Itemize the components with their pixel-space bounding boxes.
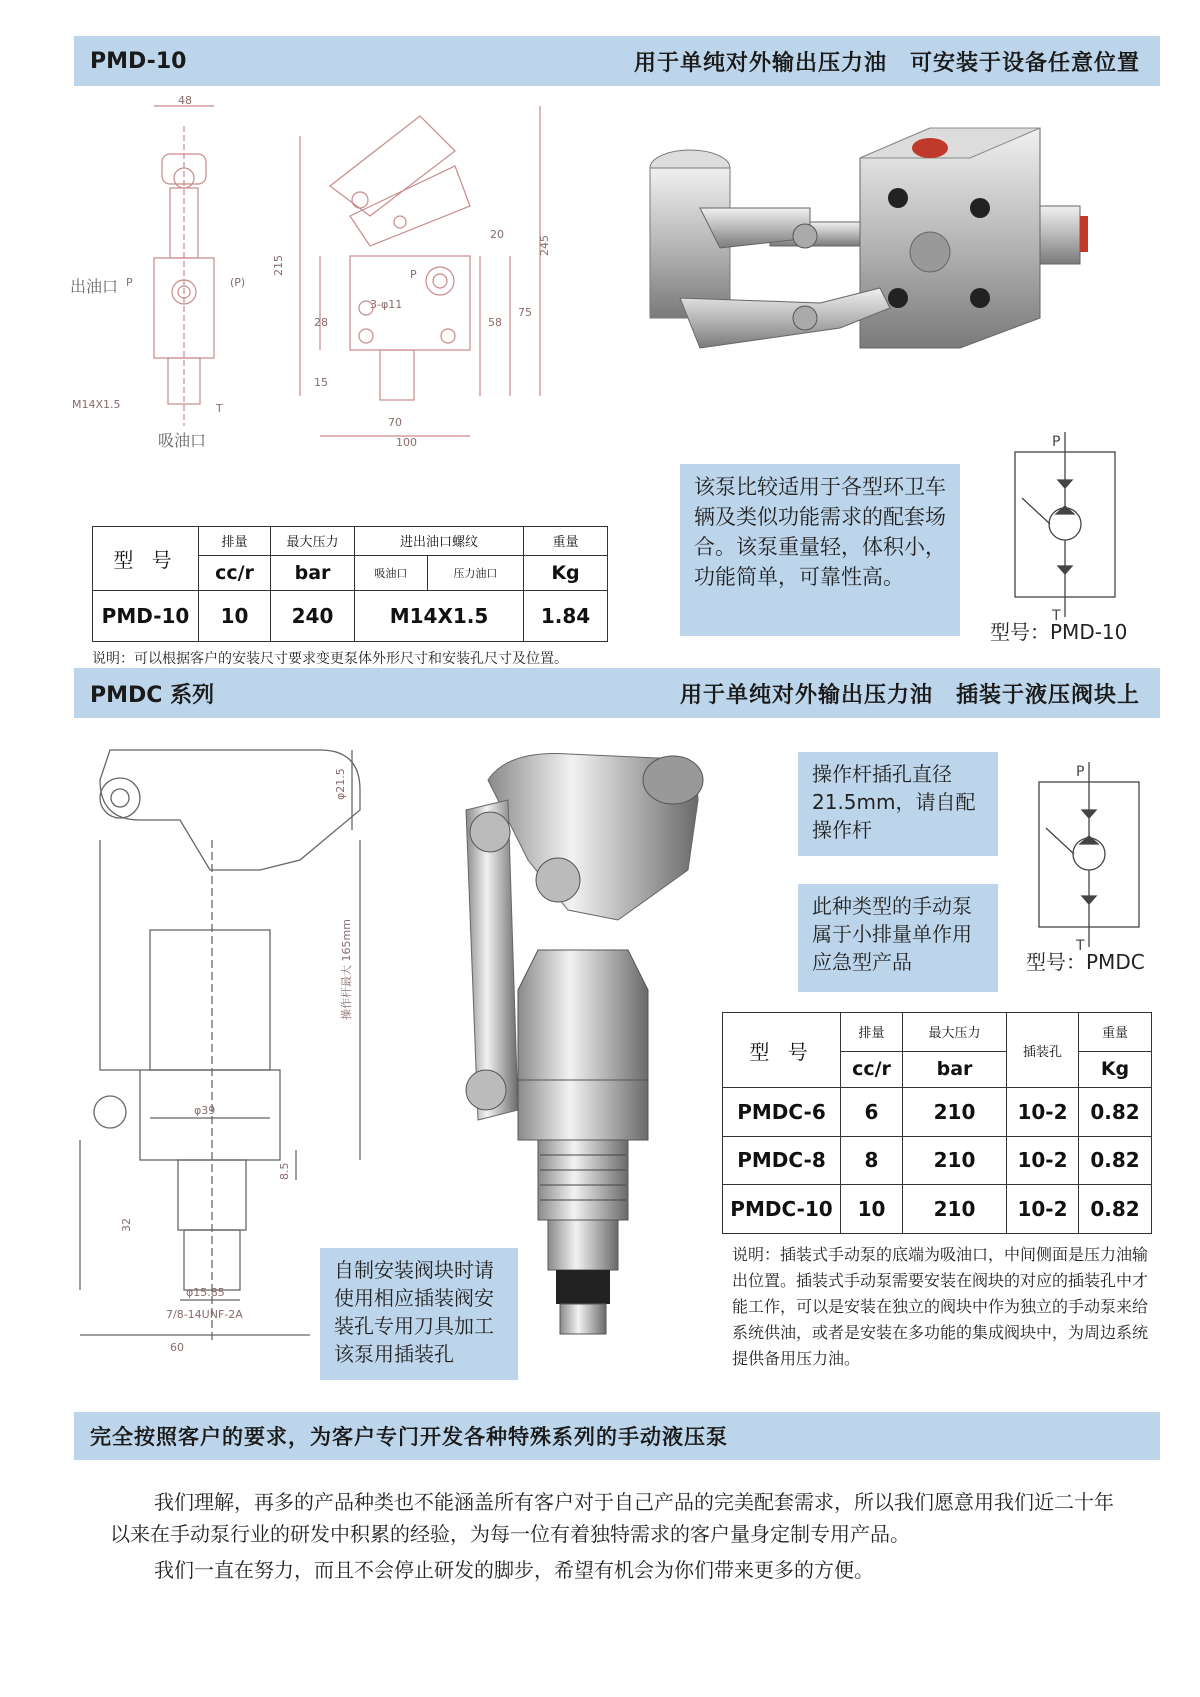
unit-disp: cc/r xyxy=(841,1051,903,1087)
cell-weight: 0.82 xyxy=(1079,1088,1152,1137)
svg-text:15: 15 xyxy=(314,376,328,389)
cell-weight: 1.84 xyxy=(524,590,608,641)
svg-text:60: 60 xyxy=(170,1341,184,1354)
cell-hole: 10-2 xyxy=(1007,1185,1079,1234)
svg-text:58: 58 xyxy=(488,316,502,329)
section-slogan: 用于单纯对外输出压力油 可安装于设备任意位置 xyxy=(633,50,1140,76)
table-row xyxy=(723,1136,1152,1185)
pmdc-type-note-box: 此种类型的手动泵属于小排量单作用应急型产品 xyxy=(798,884,998,992)
svg-text:20: 20 xyxy=(490,228,504,241)
pmdc-note: 说明：插装式手动泵的底端为吸油口，中间侧面是压力油输出位置。插装式手动泵需要安装在阀块的对应的插装孔中才能工作，可以是安装在独立的阀块中作为独立的手动泵来给系统供油，或者是安装在多功能的集成阀块中，为周边系统提供备用压力油。 xyxy=(732,1245,1149,1368)
cell-model: PMDC-10 xyxy=(723,1185,841,1234)
cell-pressure: 210 xyxy=(903,1136,1007,1185)
section-header-pmdc xyxy=(74,668,1160,718)
svg-text:P: P xyxy=(410,268,417,281)
cell-pressure: 210 xyxy=(903,1185,1007,1234)
pmd10-product-photo xyxy=(640,118,1140,408)
pmdc-block-note-box: 自制安装阀块时请使用相应插装阀安装孔专用刀具加工该泵用插装孔 xyxy=(320,1248,518,1380)
cell-thread: M14X1.5 xyxy=(355,590,524,641)
svg-text:φ15.85: φ15.85 xyxy=(186,1286,225,1299)
svg-text:75: 75 xyxy=(518,306,532,319)
svg-text:100: 100 xyxy=(396,436,417,449)
pmdc-symbol-caption: 型号：PMDC xyxy=(1026,950,1145,974)
pmd10-note: 说明：可以根据客户的安装尺寸要求变更泵体外形尺寸和安装孔尺寸及位置。 xyxy=(92,651,568,667)
cell-model: PMDC-8 xyxy=(723,1136,841,1185)
col-weight-header: 重量 xyxy=(524,527,608,556)
svg-text:吸油口: 吸油口 xyxy=(158,431,207,450)
pmd10-technical-drawing xyxy=(70,96,610,496)
symbol-t-label: T xyxy=(1052,608,1061,622)
symbol-p-label: P xyxy=(1052,434,1061,450)
svg-text:7/8-14UNF-2A: 7/8-14UNF-2A xyxy=(166,1308,243,1321)
pmd10-description-box: 该泵比较适用于各型环卫车辆及类似功能需求的配套场合。该泵重量轻，体积小，功能简单，可靠性高。 xyxy=(680,464,960,636)
col-hole-header: 插装孔 xyxy=(1007,1013,1079,1088)
symbol-p-label: P xyxy=(1076,764,1085,780)
section-slogan: 用于单纯对外输出压力油 插装于液压阀块上 xyxy=(679,682,1140,708)
svg-text:215: 215 xyxy=(272,255,285,276)
cell-weight: 0.82 xyxy=(1079,1136,1152,1185)
svg-text:操作杆最大 165mm: 操作杆最大 165mm xyxy=(340,919,353,1020)
section-code: PMD-10 xyxy=(90,48,187,74)
table-row xyxy=(723,1185,1152,1234)
pmd10-spec-table xyxy=(92,526,608,642)
svg-text:70: 70 xyxy=(388,416,402,429)
section-slogan: 完全按照客户的要求，为客户专门开发各种特殊系列的手动液压泵 xyxy=(90,1425,728,1449)
svg-text:P: P xyxy=(126,276,133,289)
pmdc-hydraulic-symbol xyxy=(1024,762,1154,952)
unit-weight: Kg xyxy=(1079,1051,1152,1087)
col-pressure-header: 最大压力 xyxy=(903,1013,1007,1052)
cell-disp: 10 xyxy=(199,590,271,641)
svg-text:φ39: φ39 xyxy=(194,1104,216,1117)
cell-weight: 0.82 xyxy=(1079,1185,1152,1234)
svg-text:T: T xyxy=(216,402,223,415)
sub-pressure-port: 压力油口 xyxy=(427,555,523,590)
cell-pressure: 210 xyxy=(903,1088,1007,1137)
cell-disp: 10 xyxy=(841,1185,903,1234)
section-code: PMDC 系列 xyxy=(90,682,215,708)
pmd10-symbol-caption: 型号：PMD-10 xyxy=(990,620,1128,644)
cell-model: PMDC-6 xyxy=(723,1088,841,1137)
unit-disp: cc/r xyxy=(199,555,271,590)
cell-model: PMD-10 xyxy=(93,590,199,641)
unit-weight: Kg xyxy=(524,555,608,590)
cell-hole: 10-2 xyxy=(1007,1088,1079,1137)
custom-paragraph-1: 我们理解，再多的产品种类也不能涵盖所有客户对于自己产品的完美配套需求，所以我们愿意用我们近二十年以来在手动泵行业的研发中积累的经验，为每一位有着独特需求的客户量身定制专用产品。 xyxy=(110,1490,1114,1546)
cell-disp: 6 xyxy=(841,1088,903,1137)
svg-text:M14X1.5: M14X1.5 xyxy=(72,398,121,411)
cell-disp: 8 xyxy=(841,1136,903,1185)
col-model-header: 型 号 xyxy=(93,527,199,591)
symbol-t-label: T xyxy=(1076,938,1085,952)
col-pressure-header: 最大压力 xyxy=(271,527,355,556)
svg-text:φ21.5: φ21.5 xyxy=(334,768,347,800)
svg-text:(P): (P) xyxy=(230,276,246,289)
svg-text:出油口: 出油口 xyxy=(70,277,119,296)
col-model-header: 型 号 xyxy=(723,1013,841,1088)
sub-suction-port: 吸油口 xyxy=(355,555,428,590)
section-header-pmd10 xyxy=(74,36,1160,86)
table-row xyxy=(723,1088,1152,1137)
custom-paragraph-2: 我们一直在努力，而且不会停止研发的脚步，希望有机会为你们带来更多的方便。 xyxy=(154,1558,874,1582)
pmdc-spec-table xyxy=(722,1012,1152,1234)
pmd10-hydraulic-symbol xyxy=(1000,432,1130,622)
cell-pressure: 240 xyxy=(271,590,355,641)
col-weight-header: 重量 xyxy=(1079,1013,1152,1052)
svg-text:8.5: 8.5 xyxy=(278,1162,291,1180)
col-disp-header: 排量 xyxy=(199,527,271,556)
svg-text:245: 245 xyxy=(538,235,551,256)
svg-text:32: 32 xyxy=(120,1218,133,1232)
pmdc-lever-note-box: 操作杆插孔直径 21.5mm，请自配操作杆 xyxy=(798,752,998,856)
svg-text:3-φ11: 3-φ11 xyxy=(370,298,403,311)
unit-pressure: bar xyxy=(903,1051,1007,1087)
cell-hole: 10-2 xyxy=(1007,1136,1079,1185)
col-thread-header: 进出油口螺纹 xyxy=(355,527,524,556)
section-header-custom xyxy=(74,1412,1160,1460)
svg-text:28: 28 xyxy=(314,316,328,329)
unit-pressure: bar xyxy=(271,555,355,590)
svg-text:48: 48 xyxy=(178,96,192,107)
col-disp-header: 排量 xyxy=(841,1013,903,1052)
